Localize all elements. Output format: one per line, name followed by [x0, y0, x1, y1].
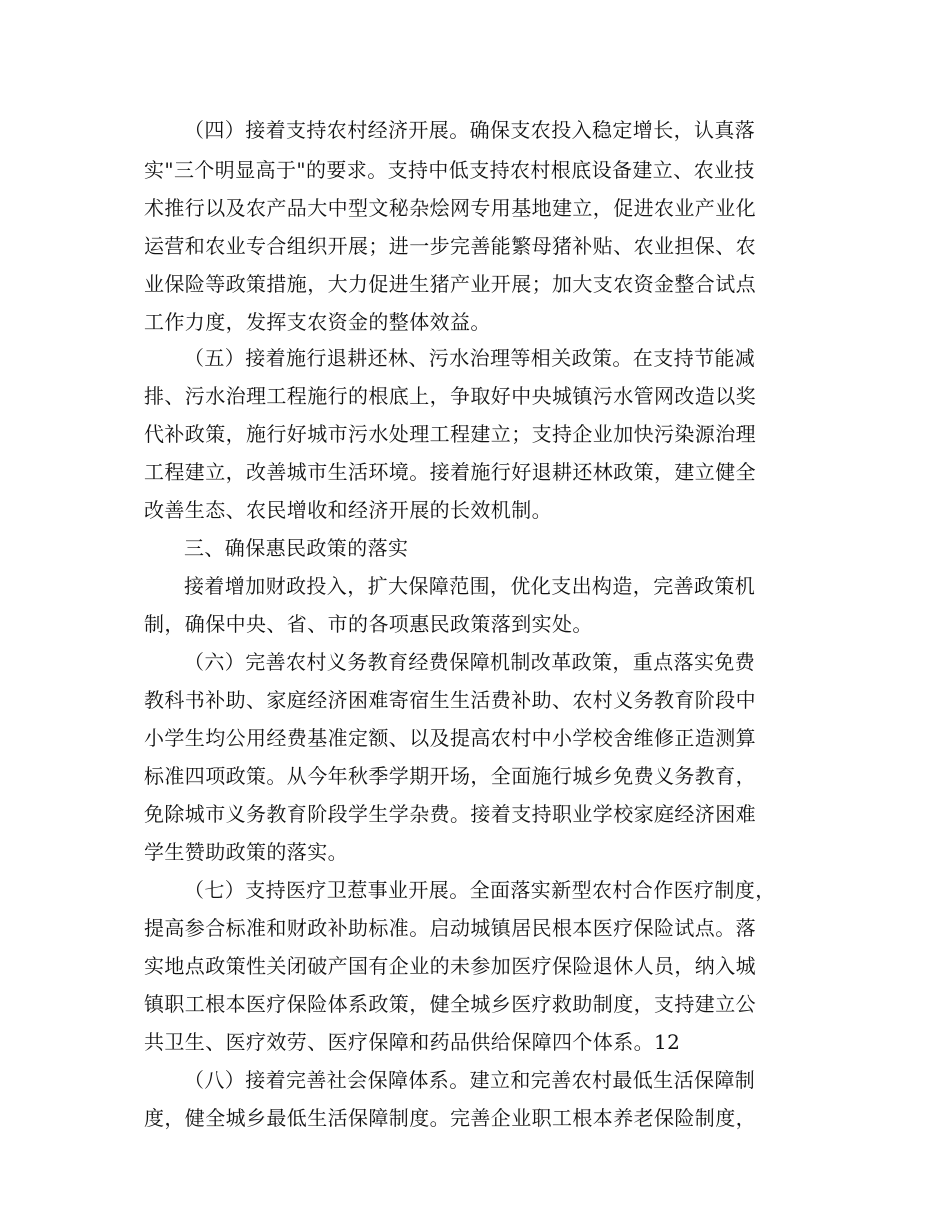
- text-line: （四）接着支持农村经济开展。确保支农投入稳定增长，认真落: [184, 118, 756, 142]
- text-line: 提高参合标准和财政补助标准。启动城镇居民根本医疗保险试点。落: [144, 916, 756, 940]
- text-line: 代补政策，施行好城市污水处理工程建立；支持企业加快污染源治理: [144, 422, 756, 446]
- text-line: 排、污水治理工程施行的根底上，争取好中央城镇污水管网改造以奖: [144, 384, 756, 408]
- text-line: 教科书补助、家庭经济困难寄宿生生活费补助、农村义务教育阶段中: [144, 688, 756, 712]
- text-line: 小学生均公用经费基准定额、以及提高农村中小学校舍维修正造测算: [144, 726, 756, 750]
- text-line: 实"三个明显高于"的要求。支持中低支持农村根底设备建立、农业技: [144, 158, 755, 182]
- text-line: 改善生态、农民增收和经济开展的长效机制。: [144, 498, 552, 522]
- text-line: 学生赞助政策的落实。: [144, 840, 348, 864]
- text-line: 免除城市义务教育阶段学生学杂费。接着支持职业学校家庭经济困难: [144, 802, 756, 826]
- text-line: 实地点政策性关闭破产国有企业的未参加医疗保险退休人员，纳入城: [144, 954, 756, 978]
- text-line: 工程建立，改善城市生活环境。接着施行好退耕还林政策，建立健全: [144, 460, 756, 484]
- section-heading: 三、确保惠民政策的落实: [184, 536, 409, 560]
- text-line: 工作力度，发挥支农资金的整体效益。: [144, 310, 491, 334]
- text-line: 制，确保中央、省、市的各项惠民政策落到实处。: [144, 612, 593, 636]
- text-line: （七）支持医疗卫惹事业开展。全面落实新型农村合作医疗制度，: [184, 878, 776, 902]
- text-line: （五）接着施行退耕还林、污水治理等相关政策。在支持节能减: [184, 346, 756, 370]
- text-line: 接着增加财政投入，扩大保障范围，优化支出构造，完善政策机: [184, 574, 756, 598]
- text-line: 共卫生、医疗效劳、医疗保障和药品供给保障四个体系。12: [144, 1030, 681, 1054]
- text-line: 标准四项政策。从今年秋季学期开场，全面施行城乡免费义务教育，: [144, 764, 756, 788]
- text-line: 运营和农业专合组织开展；进一步完善能繁母猪补贴、农业担保、农: [144, 234, 756, 258]
- text-line: 镇职工根本医疗保险体系政策，健全城乡医疗救助制度，支持建立公: [144, 992, 756, 1016]
- text-line: 业保险等政策措施，大力促进生猪产业开展；加大支农资金整合试点: [144, 272, 756, 296]
- text-line: （八）接着完善社会保障体系。建立和完善农村最低生活保障制: [184, 1068, 756, 1092]
- text-line: （六）完善农村义务教育经费保障机制改革政策，重点落实免费: [184, 650, 756, 674]
- text-line: 术推行以及农产品大中型文秘杂烩网专用基地建立，促进农业产业化: [144, 196, 756, 220]
- text-line: 度，健全城乡最低生活保障制度。完善企业职工根本养老保险制度，: [144, 1106, 756, 1130]
